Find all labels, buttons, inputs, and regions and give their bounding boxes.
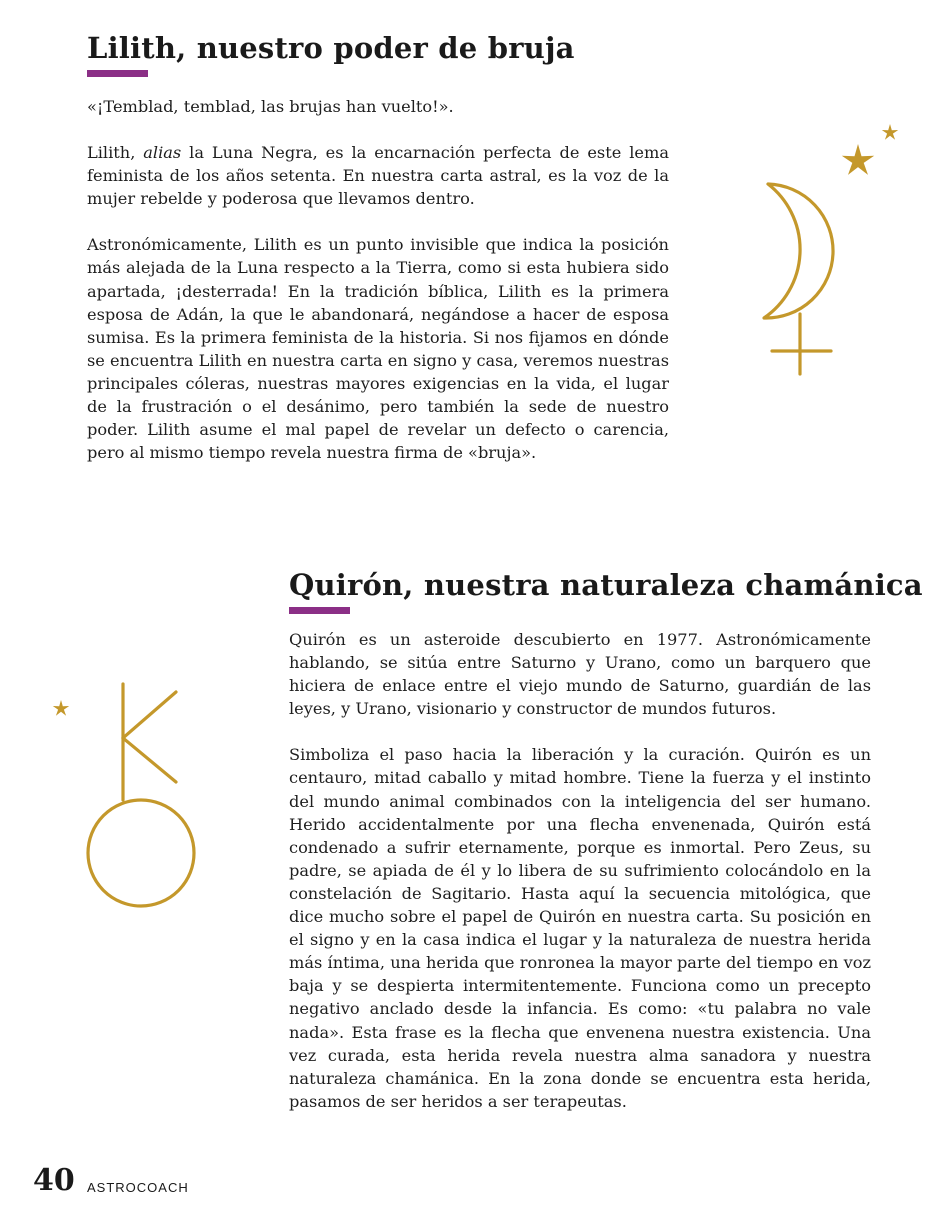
lilith-paragraph-1: [87, 141, 669, 210]
star-icon: [842, 144, 874, 175]
quiron-title: Quirón, nuestra naturaleza chamánica: [289, 568, 923, 602]
lilith-quote: «¡Temblad, temblad, las brujas han vuelto!».: [87, 97, 454, 116]
lilith-body: [87, 95, 669, 464]
running-footer-title: ASTROCOACH: [87, 1180, 189, 1195]
star-icon: [53, 700, 69, 716]
quiron-paragraph-2: Simboliza el paso hacia la liberación y la curación. Quirón es un centauro, mitad caballo y mitad hombre. Tiene la fuerza y el instinto del mundo animal combinados con la inteligencia del ser humano. Herido accidentalmente por una flecha envenenada, Quirón está condenado a sufrir eternamente, porque es inmortal. Pero Zeus, su padre, se apiada de él y lo libera de su sufrimiento colocándolo en la constelación de Sagitario. Hasta aquí la secuencia mitológica, que dice mucho sobre el papel de Quirón en nuestra carta. Su posición en el signo y en la casa indica el lugar y la naturaleza de nuestra herida más íntima, una herida que ronronea la mayor parte del tiempo en voz baja y se despierta intermitentemente. Funciona como un precepto negativo anclado desde la infancia. Es como: «tu palabra no vale nada». Esta frase es la flecha que envenena nuestra existencia. Una vez curada, esta herida revela nuestra alma sanadora y nuestra naturaleza chamánica. En la zona donde se encuentra esta herida, pasamos de ser heridos a ser terapeutas.: [289, 745, 871, 1111]
lilith-title: Lilith, nuestro poder de bruja: [87, 31, 575, 65]
quiron-body: [289, 628, 871, 1113]
lilith-symbol-illustration: [740, 120, 910, 382]
star-icon: [882, 124, 898, 140]
chiron-symbol-illustration: [50, 676, 206, 916]
lilith-black-moon-icon: [764, 184, 833, 374]
lilith-p1-rest: la Luna Negra, es la encarnación perfecta de este lema feminista de los años setenta. En nuestra carta astral, es la voz de la mujer rebelde y poderosa que llevamos dentro.: [87, 143, 669, 209]
chiron-icon: [88, 684, 194, 906]
page-number: 40: [33, 1163, 75, 1198]
lilith-paragraph-2: Astronómicamente, Lilith es un punto invisible que indica la posición más alejada de la Luna respecto a la Tierra, como si esta hubiera sido apartada, ¡desterrada! En la tradición bíblica, Lilith es la primera esposa de Adán, la que le abandonará, negándose a hacer de esposa sumisa. Es la primera feminista de la historia. Si nos fijamos en dónde se encuentra Lilith en nuestra carta en signo y casa, veremos nuestras principales cóleras, nuestras mayores exigencias en la vida, el lugar de la frustración o el desánimo, pero también la sede de nuestro poder. Lilith asume el mal papel de revelar un defecto o carencia, pero al mismo tiempo revela nuestra firma de «bruja».: [87, 235, 669, 463]
quiron-title-underline: [289, 607, 350, 614]
lilith-p1-lead: Lilith,: [87, 143, 144, 163]
quiron-paragraph-1: Quirón es un asteroide descubierto en 1977. Astronómicamente hablando, se sitúa entre Saturno y Urano, como un barquero que hiciera de enlace entre el viejo mundo de Saturno, guardián de las leyes, y Urano, visionario y constructor de mundos futuros.: [289, 630, 871, 719]
lilith-p1-alias: alias: [143, 143, 182, 163]
lilith-title-underline: [87, 70, 148, 77]
